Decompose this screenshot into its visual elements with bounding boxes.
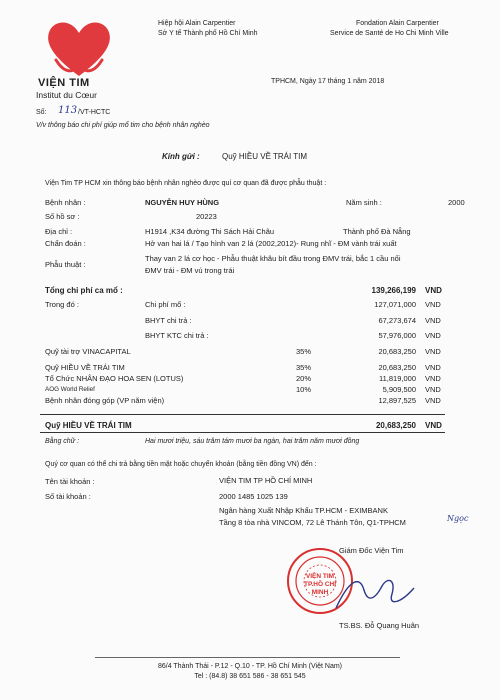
signature-scribble xyxy=(330,568,420,618)
footer-rule xyxy=(95,657,400,658)
footer-address: 86/4 Thành Thái - P.12 - Q.10 - TP. Hồ Chí Minh (Việt Nam) xyxy=(157,663,343,670)
summary-rule-top xyxy=(40,414,445,415)
ref-number: 113 xyxy=(58,105,78,116)
account-name: VIỆN TIM TP HỒ CHÍ MINH xyxy=(219,476,313,485)
diagnosis: Hở van hai lá / Tạo hình van 2 lá (2002,2012)- Rung nhĩ - ĐM vành trái xuất xyxy=(145,239,397,248)
greeting-label: Kính gửi : xyxy=(162,152,200,161)
signature-icon xyxy=(330,568,420,618)
summary-currency: VND xyxy=(425,421,442,430)
bank-address: Tầng 8 tòa nhà VINCOM, 72 Lê Thánh Tôn, Q1-TPHCM xyxy=(219,518,406,527)
summary-rule-bottom xyxy=(40,432,445,433)
fund-4-amount: 12,897,525 xyxy=(378,396,416,405)
fund-2-name: Tổ Chức NHÂN ĐẠO HOA SEN (LOTUS) xyxy=(45,374,184,383)
bhyt-currency: VND xyxy=(425,316,441,325)
signature-title: Giám Đốc Viện Tim xyxy=(339,546,404,555)
bhyt-ktc-label: BHYT KTC chi trả : xyxy=(145,331,209,340)
total-currency: VND xyxy=(425,286,442,295)
subject-line: V/v thông báo chi phí giúp mổ tim cho bệnh nhân nghèo xyxy=(36,122,210,129)
logo-subtext: Institut du Cœur xyxy=(36,90,97,100)
org-fr-name: Fondation Alain Carpentier xyxy=(356,20,439,27)
fund-1-amount: 20,683,250 xyxy=(378,363,416,372)
city: Thành phố Đà Nẵng xyxy=(343,227,411,236)
address: H1914 ,K34 đường Thi Sách Hải Châu xyxy=(145,227,275,236)
fund-1-name: Quỹ HIỀU VỀ TRÁI TIM xyxy=(45,363,125,372)
org-vn-name: Hiệp hội Alain Carpentier xyxy=(158,20,236,27)
account-name-label: Tên tài khoản : xyxy=(45,477,95,486)
fund-3-amount: 5,909,500 xyxy=(382,385,416,394)
fund-2-amount: 11,819,000 xyxy=(379,374,416,383)
file-no-label: Số hồ sơ : xyxy=(45,212,80,221)
fund-0-currency: VND xyxy=(425,347,441,356)
summary-label: Quỹ HIỀU VỀ TRÁI TIM xyxy=(45,421,132,430)
fund-0-pct: 35% xyxy=(296,347,312,356)
logo-text: VIỆN TIM xyxy=(38,77,90,89)
birth-year: 2000 xyxy=(448,198,465,207)
fund-2-currency: VND xyxy=(425,374,441,383)
bhyt-label: BHYT chi trả : xyxy=(145,316,192,325)
bhyt-ktc-currency: VND xyxy=(425,331,441,340)
ref-label: Số: xyxy=(36,109,47,116)
fund-1-pct: 35% xyxy=(296,363,312,372)
org-fr-sub: Service de Santé de Ho Chi Minh Ville xyxy=(330,30,449,37)
amount-words: Hai mươi triệu, sáu trăm tám mươi ba ngàn, hai trăm năm mươi đồng xyxy=(145,438,360,445)
bank-handwritten-note: Ngọc xyxy=(447,514,469,523)
file-no: 20223 xyxy=(196,212,217,221)
bhyt-amount: 67,273,674 xyxy=(378,316,416,325)
diagnosis-label: Chẩn đoán : xyxy=(45,239,86,248)
fund-0-name: Quỹ tài trợ VINACAPITAL xyxy=(45,347,131,356)
fund-4-currency: VND xyxy=(425,396,441,405)
intro-text: Viện Tim TP HCM xin thông báo bệnh nhân nghèo được quí cơ quan đã được phẫu thuật : xyxy=(45,180,327,187)
fund-3-currency: VND xyxy=(425,385,441,394)
greeting-recipient: Quỹ HIỀU VỀ TRÁI TIM xyxy=(222,152,308,161)
fee-amount: 127,071,000 xyxy=(374,300,416,309)
amount-words-label: Bằng chữ : xyxy=(45,438,80,445)
fund-4-name: Bệnh nhân đóng góp (VP năm viện) xyxy=(45,396,165,405)
account-no-label: Số tài khoản : xyxy=(45,492,91,501)
fund-0-amount: 20,683,250 xyxy=(378,347,416,356)
address-label: Địa chỉ : xyxy=(45,227,73,236)
footer-phone: Tel : (84.8) 38 651 586 - 38 651 545 xyxy=(194,673,306,680)
fee-currency: VND xyxy=(425,300,441,309)
fund-3-name: AOG World Relief xyxy=(45,386,95,393)
fund-1-currency: VND xyxy=(425,363,441,372)
date-line: TPHCM, Ngày 17 tháng 1 năm 2018 xyxy=(271,78,385,85)
patient-name: NGUYỄN HUY HÙNG xyxy=(145,198,220,207)
signature-name: TS.BS. Đỗ Quang Huân xyxy=(339,621,420,630)
summary-amount: 20,683,250 xyxy=(375,421,416,430)
heart-logo xyxy=(42,16,116,82)
fund-2-pct: 20% xyxy=(296,374,312,383)
includes-label: Trong đó : xyxy=(45,300,79,309)
total-amount: 139,266,199 xyxy=(371,286,416,295)
surgery-line-1: Thay van 2 lá cơ học - Phẫu thuật khâu bít đầu trong ĐMV trái, bắc 1 cầu nối xyxy=(145,254,401,263)
heart-logo-icon xyxy=(42,16,116,82)
stamp-text: VIỆN TIM TP.HỒ CHÍ MINH xyxy=(303,573,337,596)
bhyt-ktc-amount: 57,976,000 xyxy=(378,331,416,340)
fund-3-pct: 10% xyxy=(296,385,312,394)
account-no: 2000 1485 1025 139 xyxy=(219,492,288,501)
bank-name: Ngân hàng Xuất Nhập Khẩu TP.HCM - EXIMBANK xyxy=(219,506,388,515)
surgery-label: Phẫu thuật : xyxy=(45,260,86,269)
patient-name-label: Bệnh nhân : xyxy=(45,198,86,207)
birth-year-label: Năm sinh : xyxy=(346,198,382,207)
org-vn-sub: Sở Y tế Thành phố Hồ Chí Minh xyxy=(158,30,258,37)
ref-suffix: /VT-HCTC xyxy=(78,109,111,116)
total-label: Tổng chi phí ca mổ : xyxy=(45,286,123,295)
fee-label: Chi phí mổ : xyxy=(145,300,186,309)
payment-intro: Quý cơ quan có thể chi trả bằng tiền mặt hoặc chuyển khoản (bằng tiền đồng VN) đến : xyxy=(45,461,317,468)
surgery-line-2: ĐMV trái - ĐM vú trong trái xyxy=(145,266,235,275)
